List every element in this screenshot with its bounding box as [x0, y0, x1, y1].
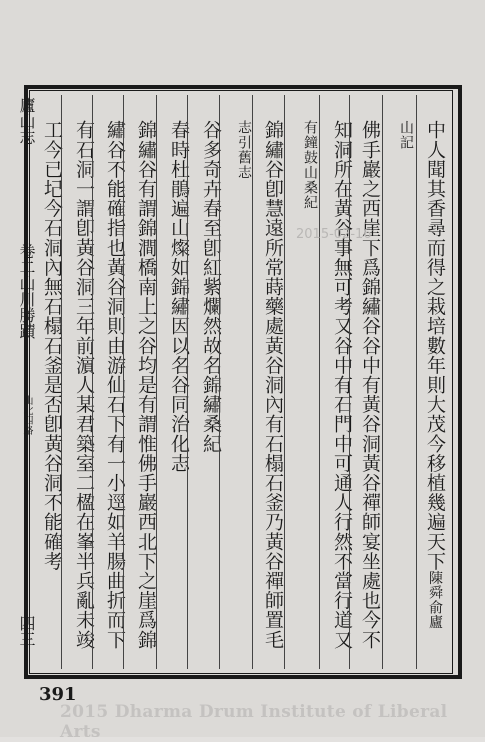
column-rule [123, 95, 124, 669]
column-rule [349, 95, 350, 669]
text-column [358, 120, 382, 649]
column-rule [219, 95, 220, 669]
margin-chapter: 卷二山川勝蹟 [17, 243, 36, 339]
text-column [330, 120, 354, 649]
column-rule [252, 95, 253, 669]
date-stamp: 2015-02-16 [296, 227, 372, 242]
column-rule [187, 95, 188, 669]
column-rule [92, 95, 93, 669]
column-text: 繡谷不能確指也黃谷洞則由游仙石下有一小逕如羊腸曲折而下 [104, 120, 126, 650]
column-text: 知洞所在黃谷事無可考又谷中有石門中可通人行然不當行道又 [331, 120, 353, 650]
column-rule [284, 95, 285, 669]
column-rule [382, 95, 383, 669]
column-rule [156, 95, 157, 669]
column-text: 春時杜鵑遍山燦如錦繡因以名谷同治化志 [168, 120, 190, 473]
column-rule [61, 95, 62, 669]
text-column [134, 120, 158, 649]
footer-credit: 2015 Dharma Drum Institute of Liberal Arts [60, 702, 448, 742]
column-text: 有石洞一謂卽黃谷洞三年前濵人某君築室二楹在峯半兵亂未竣 [73, 120, 95, 650]
column-note: 陳舜俞廬 [427, 570, 443, 630]
column-text: 有鐘鼓山桑紀 [302, 120, 318, 210]
column-text: 山記 [398, 120, 414, 150]
column-text: 佛手巖之西崖下爲錦繡谷谷中有黃谷洞黃谷禪師宴坐處也今不 [359, 120, 381, 650]
margin-column [7, 95, 36, 675]
column-rule [416, 95, 417, 669]
margin-folio: 四三 [17, 615, 36, 647]
column-text: 工今已圮今石洞內無石榻石釜是否卽黃谷洞不能確考 [41, 120, 63, 571]
column-text: 中人聞其香尋而得之栽培數年則大茂今移植幾遍天下 [424, 120, 446, 571]
column-text: 錦繡谷有謂錦澗橋南上之谷均是有謂惟佛手巖西北下之崖爲錦 [135, 120, 157, 650]
text-column [423, 120, 447, 629]
margin-title: 廬山志 [17, 97, 36, 145]
column-text: 志引舊志 [236, 120, 252, 180]
column-text: 谷多奇卉春至卽紅紫爛然故名錦繡桑紀 [200, 120, 222, 454]
text-column [261, 120, 285, 649]
page-number: 391 [39, 684, 77, 705]
margin-subsection: 山北四路 [21, 395, 32, 435]
text-column [394, 120, 418, 150]
column-text: 錦繡谷卽慧遠所常蒔藥處黃谷洞內有石榻石釜乃黃谷禪師置毛 [262, 120, 284, 650]
column-rule [319, 95, 320, 669]
